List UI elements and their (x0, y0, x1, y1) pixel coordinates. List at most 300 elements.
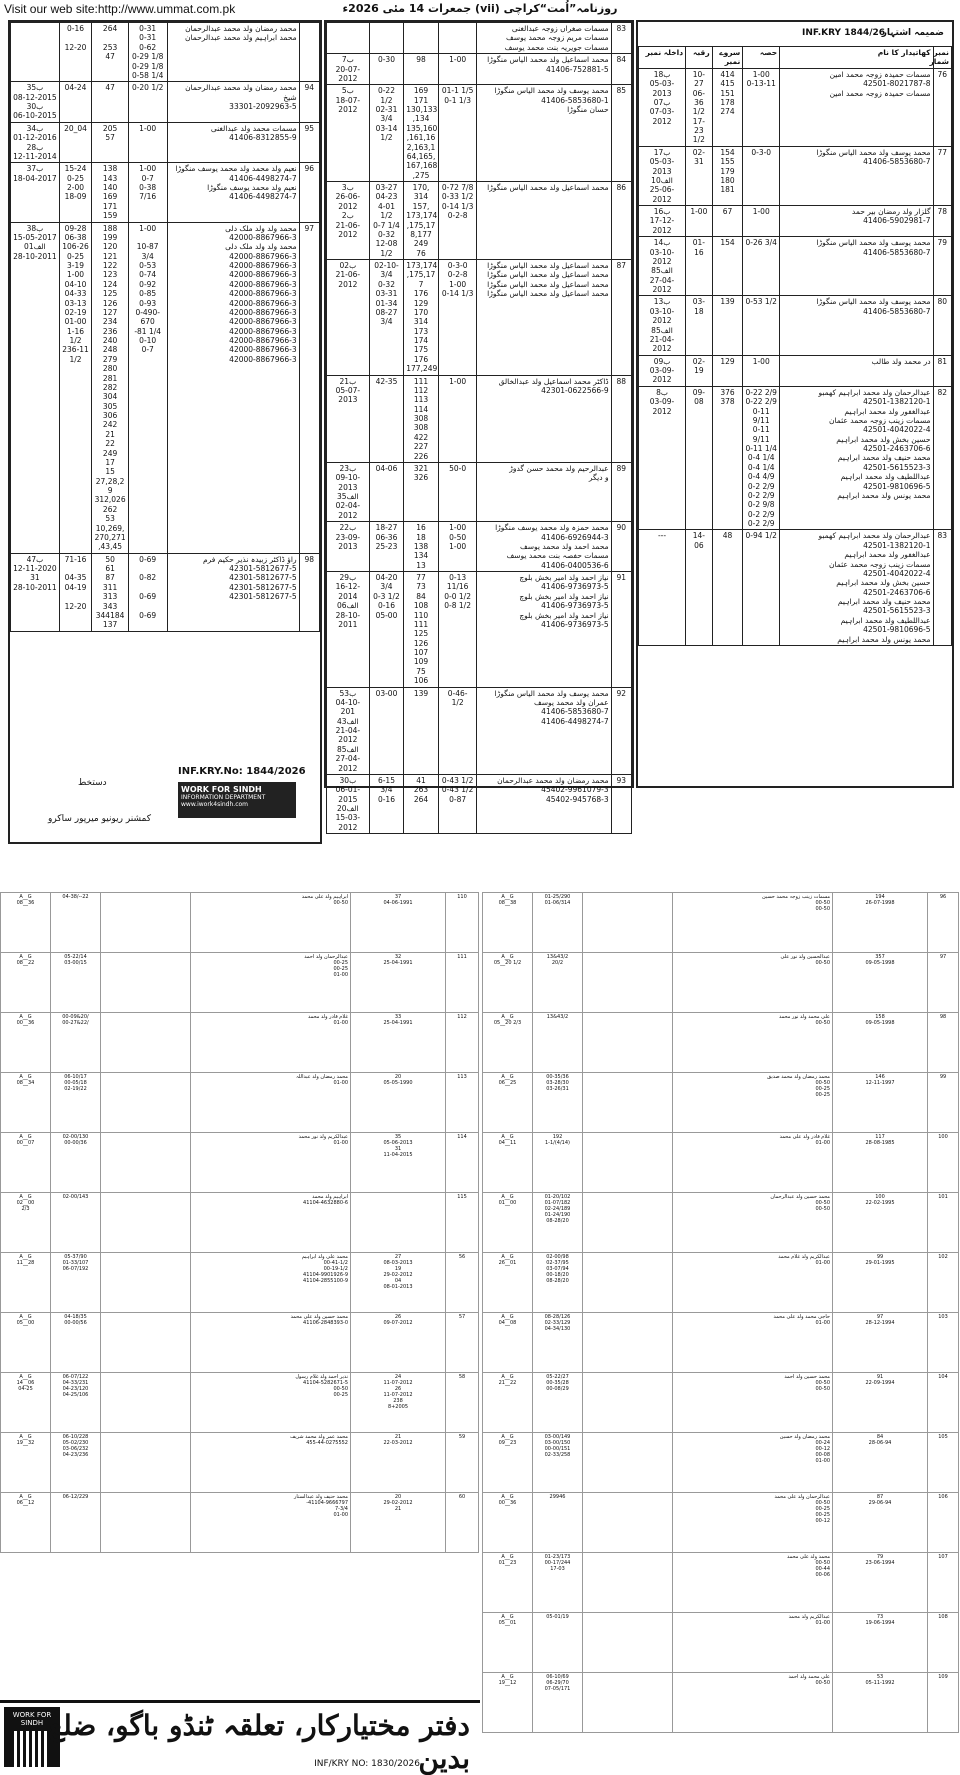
share-cell: 0-69 0-82 0-69 0-69 (128, 553, 167, 631)
survey-cell: 414 415 151 178 274 (712, 68, 743, 146)
serial-number-cell: 106 (928, 1493, 959, 1553)
owner-names-cell: مسمات حمیدہ زوجہ محمد امین 42501-8021787-8 مسمات حمیدہ زوجہ محمد امین (780, 68, 933, 146)
left-panel-footer (18, 766, 312, 836)
entry-cell: ب09 03-09-2012 (639, 355, 686, 386)
entry-cell: 91 22-09-1994 (833, 1373, 928, 1433)
lower-record-row (1, 953, 479, 1013)
remarks-cell (101, 953, 191, 1013)
area-cell: A__G 05__01 (483, 1613, 533, 1673)
record-row (327, 85, 632, 182)
serial-number-cell: 85 (611, 85, 631, 182)
serial-number-cell: 103 (928, 1313, 959, 1373)
entry-cell: 20 05-05-1990 (351, 1073, 446, 1133)
survey-cell: 13&43/2 20/2 (533, 953, 583, 1013)
survey-cell: 169 171 130,133 ,134 135,160 ,161,16 2,163,1 64,165, 167,168 ,275 (404, 85, 439, 182)
right-panel-header (642, 26, 948, 44)
serial-number-cell: 99 (928, 1073, 959, 1133)
lower-record-row (483, 1553, 959, 1613)
remarks-cell (583, 1253, 673, 1313)
area-cell: 02-10- 3/4 0-32 03-31 01-34 08-27 3/4 (369, 260, 404, 376)
area-cell: 15-24 0-25 2-00 18-09 (59, 163, 92, 222)
header-ref: INF.KRY 1844/26 (802, 28, 886, 38)
survey-cell: 06-07/122 04-33/231 04-23/120 04-25/106 (51, 1373, 101, 1433)
owner-names-cell: محمد ولد ولد ملک دلی 42000-8867966-3 محمد ولد ولد ملک دلی 42000-8867966-3 42000-8867966-3 42000-8867966-3 42000-8867966-3 42000-8867966-3 42000-8867966-3 42000-8867966-3 42000-8867966-3 42000-8867966-3 42000-8867966-3 42000-8867966-3 42000-8867966-3 (167, 222, 299, 553)
area-cell: A__G 02__00 2/3 (1, 1193, 51, 1253)
share-cell: 0-26 3/4 (743, 237, 780, 296)
serial-number-cell: 113 (446, 1073, 479, 1133)
owner-names-cell: محمد رمضان ولد عبداللہ 01-00 (191, 1073, 351, 1133)
lower-record-row (483, 1433, 959, 1493)
serial-number-cell: 80 (933, 296, 951, 355)
survey-cell: 264 253 47 (92, 23, 129, 82)
area-cell: 10-27 06-36 1/2 17-23 1/2 (686, 68, 713, 146)
entry-cell (11, 23, 60, 82)
area-cell: 04-06 (369, 462, 404, 521)
share-cell: 1-00 0-50 1-00 (438, 522, 477, 572)
column-header: حصہ (743, 47, 780, 69)
lower-record-row (1, 1253, 479, 1313)
area-cell: 04-24 (59, 82, 92, 123)
owner-names-cell: محمد حمزہ ولد محمد یوسف منگوڑا 41406-6926944-3 محمد احمد ولد محمد یوسف مسمات حفصہ بنت محمد یوسف 41406-0400536-6 (477, 522, 611, 572)
survey-cell: 06-12/229 (51, 1493, 101, 1553)
remarks-cell (101, 1193, 191, 1253)
area-cell: A__G 19__32 (1, 1433, 51, 1493)
office-title: دفتر مختیارکار، تعلقہ ٹنڈو باگو، ضلع بدین (48, 1709, 470, 1775)
area-cell: 04-20 3/4 0-3 1/2 0-16 05-00 (369, 572, 404, 688)
area-cell: A__G 05__20 1/2 (483, 953, 533, 1013)
lower-record-row (483, 1493, 959, 1553)
serial-number-cell: 97 (299, 222, 319, 553)
survey-cell: 06-10/69 06-29/70 07-05/171 (533, 1673, 583, 1733)
remarks-cell (583, 893, 673, 953)
header-title: ضمیمہ اشتہار (881, 28, 944, 38)
share-cell: 0-53 1/2 (743, 296, 780, 355)
share-cell (438, 23, 477, 54)
right-records-table (638, 46, 952, 646)
area-cell: 01-16 (686, 237, 713, 296)
entry-cell: ب30 06-01-2015 الف20 15-03-2012 (327, 774, 370, 833)
area-cell: A__G 26__01 (483, 1253, 533, 1313)
survey-cell: 06-10/17 00-05/18 02-19/22 (51, 1073, 101, 1133)
survey-cell: 05-22/14 03-00/15 (51, 953, 101, 1013)
area-cell: A__G 08__22 (1, 953, 51, 1013)
survey-cell: 188 199 120 121 122 123 124 125 126 127 234 236 240 248 279 280 281 282 304 305 306 242 21 22 249 17 15 27,28,2 9 312,026 262 53 10,269, 270,271 ,43,45 (92, 222, 129, 553)
survey-cell: 02-00/143 (51, 1193, 101, 1253)
serial-number-cell: 91 (611, 572, 631, 688)
record-row (327, 774, 632, 833)
share-cell: 1-00 (438, 54, 477, 85)
survey-cell: 98 (404, 54, 439, 85)
area-cell: A__G 08__34 (1, 1073, 51, 1133)
serial-number-cell: 56 (446, 1253, 479, 1313)
entry-cell: ب47 12-11-2020 31 28-10-2011 (11, 553, 60, 631)
record-row (327, 182, 632, 260)
column-header: سروے نمبر (712, 47, 743, 69)
survey-cell: 376 378 (712, 386, 743, 530)
entry-cell: 21 22-03-2012 (351, 1433, 446, 1493)
entry-cell: 99 29-01-1995 (833, 1253, 928, 1313)
share-cell: 0-20 1/2 (128, 82, 167, 123)
serial-number-cell: 92 (611, 687, 631, 774)
entry-cell: ب34 01-12-2016 ب28 12-11-2014 (11, 122, 60, 163)
lower-record-row (1, 1493, 479, 1553)
lower-record-row (483, 1073, 959, 1133)
entry-cell: 20 29-02-2012 21 (351, 1493, 446, 1553)
record-row (11, 23, 320, 82)
entry-cell: 194 26-07-1998 (833, 893, 928, 953)
left-records-table (10, 22, 320, 632)
survey-cell: 01-25/290 01-06/314 (533, 893, 583, 953)
column-header: رقبہ (686, 47, 713, 69)
wfs-title: WORK FOR SINDH (181, 785, 262, 794)
survey-cell: 138 143 140 169 171 159 (92, 163, 129, 222)
serial-number-cell: 87 (611, 260, 631, 376)
record-row (11, 163, 320, 222)
entry-cell: --- (639, 530, 686, 646)
share-cell: 0-13 11/16 0-0 1/2 0-8 1/2 (438, 572, 477, 688)
survey-cell: 00-09&20/ 00-27&22/ (51, 1013, 101, 1073)
area-cell: 0-30 (369, 54, 404, 85)
survey-cell: 321 326 (404, 462, 439, 521)
area-cell: 18-27 06-36 25-23 (369, 522, 404, 572)
area-cell: A__G 19__12 (483, 1673, 533, 1733)
lower-record-row (1, 893, 479, 953)
area-cell: A__G 11__28 (1, 1253, 51, 1313)
entry-cell: ب35 08-12-2015 ب30 06-10-2015 (11, 82, 60, 123)
survey-cell: 67 (712, 206, 743, 237)
share-cell: 01-1 1/5 0-1 1/3 (438, 85, 477, 182)
owner-names-cell: محمد حنیف ولد عبدالستار 41104-9666797- 7-3/4 01-00 (191, 1493, 351, 1553)
owner-names-cell: محمد ولد علی محمد 00-50 00-44 00-06 (673, 1553, 833, 1613)
lower-right-table (482, 892, 959, 1733)
serial-number-cell: 96 (928, 893, 959, 953)
record-row (639, 530, 952, 646)
entry-cell: 53 05-11-1992 (833, 1673, 928, 1733)
serial-number-cell: 77 (933, 146, 951, 205)
area-cell: A__G 01__00 (483, 1193, 533, 1253)
serial-number-cell: 78 (933, 206, 951, 237)
lower-record-row (483, 1673, 959, 1733)
serial-number-cell: 89 (611, 462, 631, 521)
entry-cell: 97 28-12-1994 (833, 1313, 928, 1373)
wfs-subtitle: INFORMATION DEPARTMENT (181, 794, 266, 801)
owner-names-cell: مسمات محمد ولد عبدالغنی 41406-8312855-9 (167, 122, 299, 163)
remarks-cell (583, 1133, 673, 1193)
remarks-cell (583, 1073, 673, 1133)
owner-names-cell: محمد حسین ولد علی محمد 41106-2848393-0 (191, 1313, 351, 1373)
record-row (639, 237, 952, 296)
remarks-cell (583, 1193, 673, 1253)
lower-record-row (1, 1433, 479, 1493)
survey-cell: 04-38/--22 (51, 893, 101, 953)
remarks-cell (583, 1553, 673, 1613)
area-cell: A__G 14__06 04-25 (1, 1373, 51, 1433)
lower-record-row (1, 1313, 479, 1373)
owner-names-cell: نعیم ولد محمد ولد محمد یوسف منگوڑا 41406-4498274-7 نعیم ولد محمد یوسف منگوڑا 41406-4498274-7 (167, 163, 299, 222)
record-row (327, 54, 632, 85)
area-cell: 09-08 (686, 386, 713, 530)
owner-names-cell: عبدالرحمان ولد محمد ابراہیم کھمبو 42501-1382120-1 عبدالغفور ولد محمد ابراہیم مسمات زینب زوجہ محمد عثمان 42501-4042022-4 حسین بخش ولد محمد ابراہیم 42501-2463706-6 محمد حنیف ولد محمد ابراہیم 42501-5615523-3 عبداللطیف ولد محمد ابراہیم 42501-9810696-5 محمد یونس ولد محمد ابراہیم (780, 530, 933, 646)
area-cell: A__G 04__08 (483, 1313, 533, 1373)
area-cell: 03-18 (686, 296, 713, 355)
remarks-cell (583, 953, 673, 1013)
owner-names-cell: نیاز احمد ولد امیر بخش بلوچ 41406-9736973-5 نیاز احمد ولد امیر بخش بلوچ 41406-9736973-5 نیاز احمد ولد امیر بخش بلوچ 41406-9736973-5 (477, 572, 611, 688)
wfs-url: www.iwork4sindh.com (181, 801, 249, 808)
survey-cell: 139 (404, 687, 439, 774)
record-row (11, 222, 320, 553)
survey-cell: 02-00/98 02-37/95 03-07/94 00-18/20 08-28/20 (533, 1253, 583, 1313)
remarks-cell (101, 1433, 191, 1493)
share-cell: 1-00 10-87 3/4 0-53 0-74 0-92 0-85 0-93 0-490-670 -81 1/4 0-10 0-7 (128, 222, 167, 553)
area-cell: A__G 21__22 (483, 1373, 533, 1433)
right-land-record-panel (636, 20, 954, 788)
owner-names-cell: علی محمد ولد نور محمد 00-50 (673, 1013, 833, 1073)
area-cell: 03-27 04-23 4-01 1/2 0-7 1/4 0-32 12-08 1/2 (369, 182, 404, 260)
lower-record-row (483, 1013, 959, 1073)
survey-cell: 01-23/173 00-17/244 17-03 (533, 1553, 583, 1613)
owner-names-cell: محمد رمضان ولد محمد صدیق 00-50 00-25 00-25 (673, 1073, 833, 1133)
entry-cell: ب16 17-12-2012 (639, 206, 686, 237)
survey-cell: 139 (712, 296, 743, 355)
owner-names-cell: در محمد ولد طالب (780, 355, 933, 386)
remarks-cell (101, 1313, 191, 1373)
record-row (639, 68, 952, 146)
record-row (11, 82, 320, 123)
serial-number-cell: 112 (446, 1013, 479, 1073)
lower-record-row (483, 1193, 959, 1253)
survey-cell: 16 18 138 134 13 (404, 522, 439, 572)
owner-names-cell: حاجی محمد ولد علی محمد 01-00 (673, 1313, 833, 1373)
owner-names-cell: محمد رمضان ولد محمد عبدالرحمان شیخ 33301-2092963-5 (167, 82, 299, 123)
owner-names-cell: غلام قادر ولد علی محمد 01-00 (673, 1133, 833, 1193)
entry-cell: ب21 05-07-2013 (327, 375, 370, 462)
serial-number-cell: 83 (933, 530, 951, 646)
owner-names-cell: نذیر احمد ولد غلام رسول 41104-5282671-5 00-50 00-25 (191, 1373, 351, 1433)
area-cell (369, 23, 404, 54)
survey-cell (404, 23, 439, 54)
owner-names-cell: محمد یوسف ولد محمد الیاس منگوڑا 41406-5853680-7 (780, 296, 933, 355)
survey-cell: 41 263 264 (404, 774, 439, 833)
remarks-cell (583, 1493, 673, 1553)
owner-names-cell: محمد رمضان ولد محمد عبدالرحمان محمد ابراہیم ولد محمد عبدالرحمان (167, 23, 299, 82)
serial-number-cell: 111 (446, 953, 479, 1013)
ummat-advertisement-sheet (6, 20, 954, 888)
lower-record-row (1, 1073, 479, 1133)
lower-record-row (483, 1313, 959, 1373)
owner-names-cell: ابراہیم ولد محمد 41104-4632880-6 (191, 1193, 351, 1253)
remarks-cell (583, 1373, 673, 1433)
entry-cell: 24 11-07-2012 26 11-07-2012 238 8+2005 (351, 1373, 446, 1433)
serial-number-cell: 97 (928, 953, 959, 1013)
serial-number-cell: 96 (299, 163, 319, 222)
entry-cell: 79 23-06-1994 (833, 1553, 928, 1613)
owner-names-cell: محمد اسماعیل ولد محمد الیاس منگوڑا 41406-752881-5 (477, 54, 611, 85)
record-row (639, 355, 952, 386)
lower-record-row (483, 1613, 959, 1673)
owner-names-cell: عبدالکریم ولد نور محمد 01-00 (191, 1133, 351, 1193)
serial-number-cell: 109 (928, 1673, 959, 1733)
owner-names-cell: عبدالکریم ولد غلام محمد 01-00 (673, 1253, 833, 1313)
serial-number-cell: 58 (446, 1373, 479, 1433)
owner-names-cell: عبدالرحیم ولد محمد حسن گدوڑ و دیگر (477, 462, 611, 521)
lower-record-row (483, 1133, 959, 1193)
survey-cell: 50 61 87 311 313 343 344184 137 (92, 553, 129, 631)
area-cell: A__G 08__38 (483, 893, 533, 953)
record-row (11, 553, 320, 631)
column-header: نمبر شمار (933, 47, 951, 69)
serial-number-cell: 101 (928, 1193, 959, 1253)
serial-number-cell: 108 (928, 1613, 959, 1673)
serial-number-cell: 93 (611, 774, 631, 833)
remarks-cell (583, 1013, 673, 1073)
share-cell: 50-0 (438, 462, 477, 521)
survey-cell: 00-35/36 03-28/30 03-26/31 (533, 1073, 583, 1133)
area-cell: A__G 04__11 (483, 1133, 533, 1193)
entry-cell: ب5 18-07-2012 (327, 85, 370, 182)
entry-cell: ب13 03-10-2012 الف85 21-04-2012 (639, 296, 686, 355)
serial-number-cell: 86 (611, 182, 631, 260)
owner-names-cell: ڈاکٹر محمد اسماعیل ولد عبدالخالق 42301-0622566-9 (477, 375, 611, 462)
remarks-cell (101, 1013, 191, 1073)
owner-names-cell: محمد حسین ولد عبدالرحمان 00-50 00-50 (673, 1193, 833, 1253)
share-cell: 1-00 (743, 206, 780, 237)
qr-label: WORK FOR SINDH (12, 1711, 52, 1727)
lower-right-column (482, 892, 960, 1733)
lower-record-row (483, 893, 959, 953)
owner-names-cell: راؤ ڈاکٹر زبیدہ نذیر حکیم فرم 42301-5812677-5 42301-5812677-5 42301-5812677-5 42301-5812677-5 (167, 553, 299, 631)
serial-number-cell: 105 (928, 1433, 959, 1493)
lower-record-row (1, 1133, 479, 1193)
record-row (327, 462, 632, 521)
area-cell: A__G 06__12 (1, 1493, 51, 1553)
entry-cell: ب02 21-06-2012 (327, 260, 370, 376)
entry-cell: ب53 04-10-201 الف43 21-04-2012 الف85 27-04-2012 (327, 687, 370, 774)
survey-cell: 77 73 84 108 110 111 125 126 107 109 75 106 (404, 572, 439, 688)
area-cell: A__G 08__36 (1, 893, 51, 953)
survey-cell: 08-28/126 02-33/129 04-34/130 (533, 1313, 583, 1373)
record-row (11, 122, 320, 163)
share-cell: 0-3-0 0-2-8 1-00 0-14 1/3 (438, 260, 477, 376)
remarks-cell (583, 1613, 673, 1673)
survey-cell: 173,174 ,175,17 7 176 129 170 314 173 174 175 176 177,249 (404, 260, 439, 376)
share-cell: 0-46- 1/2 (438, 687, 477, 774)
owner-names-cell: غلام قادر ولد محمد 01-00 (191, 1013, 351, 1073)
area-cell: A__G 06__25 (483, 1073, 533, 1133)
remarks-cell (101, 1373, 191, 1433)
survey-cell: 02-00/130 00-00/36 (51, 1133, 101, 1193)
entry-cell: ب29 16-12-2014 الف06 28-10-2011 (327, 572, 370, 688)
owner-names-cell: عبدالحسین ولد نور علی 00-50 (673, 953, 833, 1013)
survey-cell: 192 1-1/(4/14) (533, 1133, 583, 1193)
remarks-cell (101, 1493, 191, 1553)
survey-cell: 129 (712, 355, 743, 386)
serial-number-cell: 76 (933, 68, 951, 146)
serial-number-cell: 82 (933, 386, 951, 530)
survey-cell: 04-18/35 00-00/56 (51, 1313, 101, 1373)
survey-cell: 03-00/149 03-00/150 00-00/151 02-33/258 (533, 1433, 583, 1493)
serial-number-cell: 59 (446, 1433, 479, 1493)
record-row (327, 260, 632, 376)
share-cell: 1-00 (438, 375, 477, 462)
owner-names-cell: محمد عمر ولد محمد شریف 455-44-0275552 (191, 1433, 351, 1493)
website-link[interactable]: Visit our web site:http://www.ummat.com.pk (4, 2, 236, 16)
survey-cell: 05-22/27 00-35/28 00-08/29 (533, 1373, 583, 1433)
area-cell: 02-31 (686, 146, 713, 205)
survey-cell: 205 57 (92, 122, 129, 163)
serial-number-cell: 98 (299, 553, 319, 631)
owner-names-cell: محمد علی ولد ابراہیم 00-41-1/2 00-19-1/2 41104-9901926-9 41104-2855100-9 (191, 1253, 351, 1313)
serial-number-cell: 98 (928, 1013, 959, 1073)
lower-record-row (1, 1013, 479, 1073)
share-cell: 1-00 (743, 355, 780, 386)
entry-cell (327, 23, 370, 54)
entry-cell: 357 09-05-1998 (833, 953, 928, 1013)
owner-names-cell: محمد اسماعیل ولد محمد الیاس منگوڑا محمد اسماعیل ولد محمد الیاس منگوڑا محمد اسماعیل ولد محمد الیاس منگوڑا محمد اسماعیل ولد محمد الیاس منگوڑا (477, 260, 611, 376)
lower-land-record-section (0, 892, 960, 1773)
owner-names-cell: محمد یوسف ولد محمد الیاس منگوڑا 41406-5853680-7 (780, 146, 933, 205)
serial-number-cell: 110 (446, 893, 479, 953)
table-header-row (639, 47, 952, 69)
entry-cell: ب14 03-10-2012 الف85 27-04-2012 (639, 237, 686, 296)
serial-number-cell: 60 (446, 1493, 479, 1553)
area-cell: 09-28 06-38 106-26 0-25 3-19 1-00 04-10 04-33 03-13 02-19 01-00 1-16 1/2 236-11 1/2 (59, 222, 92, 553)
area-cell: A__G 00__07 (1, 1133, 51, 1193)
owner-names-cell: محمد اسماعیل ولد محمد الیاس منگوڑا (477, 182, 611, 260)
survey-cell: 154 155 179 180 181 (712, 146, 743, 205)
survey-cell: 154 (712, 237, 743, 296)
entry-cell: 158 09-05-1998 (833, 1013, 928, 1073)
record-row (327, 687, 632, 774)
serial-number-cell: 104 (928, 1373, 959, 1433)
survey-cell: 06-10/228 05-02/230 03-06/232 04-23/236 (51, 1433, 101, 1493)
area-cell: A__G 00__36 (1, 1013, 51, 1073)
record-row (639, 296, 952, 355)
survey-cell: 01-20/102 01-07/182 02-24/189 01-24/190 08-28/20 (533, 1193, 583, 1253)
record-row (327, 375, 632, 462)
area-cell: A__G 01__23 (483, 1553, 533, 1613)
owner-names-cell: محمد حسین ولد احمد 00-50 00-50 (673, 1373, 833, 1433)
entry-cell: 84 28-06-94 (833, 1433, 928, 1493)
newspaper-masthead: روزنامہ”اُمت“کراچی (vii) جمعرات 14 مئی 2026ء (342, 2, 618, 15)
entry-cell: ب18 05-03-2013 ب07 07-03-2012 (639, 68, 686, 146)
survey-cell: 29946 (533, 1493, 583, 1553)
owner-names-cell: محمد رمضان ولد حسین 00-24 00-12 00-08 01-00 (673, 1433, 833, 1493)
work-for-sindh-badge (178, 782, 296, 818)
entry-cell: 27 08-03-2013 19 29-02-2012 04 08-01-2013 (351, 1253, 446, 1313)
area-cell: A__G 05__00 (1, 1313, 51, 1373)
survey-cell: 170, 314 157, 173,174 ,175,17 8,177 249 76 (404, 182, 439, 260)
owner-names-cell: عبدالرحمان ولد احمد 00-25 00-25 01-00 (191, 953, 351, 1013)
area-cell: 03-00 (369, 687, 404, 774)
area-cell: 0-22 1/2 02-31 3/4 03-14 1/2 (369, 85, 404, 182)
lower-record-row (1, 1193, 479, 1253)
record-row (327, 522, 632, 572)
signature-label: دستخط (78, 778, 107, 788)
remarks-cell (101, 1073, 191, 1133)
area-cell: A__G 05__20 2/3 (483, 1013, 533, 1073)
entry-cell: 117 28-08-1985 (833, 1133, 928, 1193)
area-cell: 20_04 (59, 122, 92, 163)
owner-names-cell: محمد یوسف ولد محمد الیاس منگوڑا 41406-5853680-1 حسان منگوڑا (477, 85, 611, 182)
middle-records-table (326, 22, 632, 834)
owner-names-cell: مسمات زینب زوجہ محمد حسین 00-50 00-50 (673, 893, 833, 953)
area-cell: A__G 09__23 (483, 1433, 533, 1493)
owner-names-cell: عبدالرحمان ولد محمد ابراہیم کھمبو 42501-1382120-1 عبدالغفور ولد محمد ابراہیم مسمات زینب زوجہ محمد عثمان 42501-4042022-4 حسین بخش ولد محمد ابراہیم 42501-2463706-6 محمد حنیف ولد محمد ابراہیم 42501-5615523-3 عبداللطیف ولد محمد ابراہیم 42501-9810696-5 محمد یونس ولد محمد ابراہیم (780, 386, 933, 530)
share-cell: 0-94 1/2 (743, 530, 780, 646)
banner-inf-number: INF/KRY NO: 1830/2026 (314, 1759, 420, 1769)
remarks-cell (583, 1313, 673, 1373)
entry-cell: 87 29-06-94 (833, 1493, 928, 1553)
